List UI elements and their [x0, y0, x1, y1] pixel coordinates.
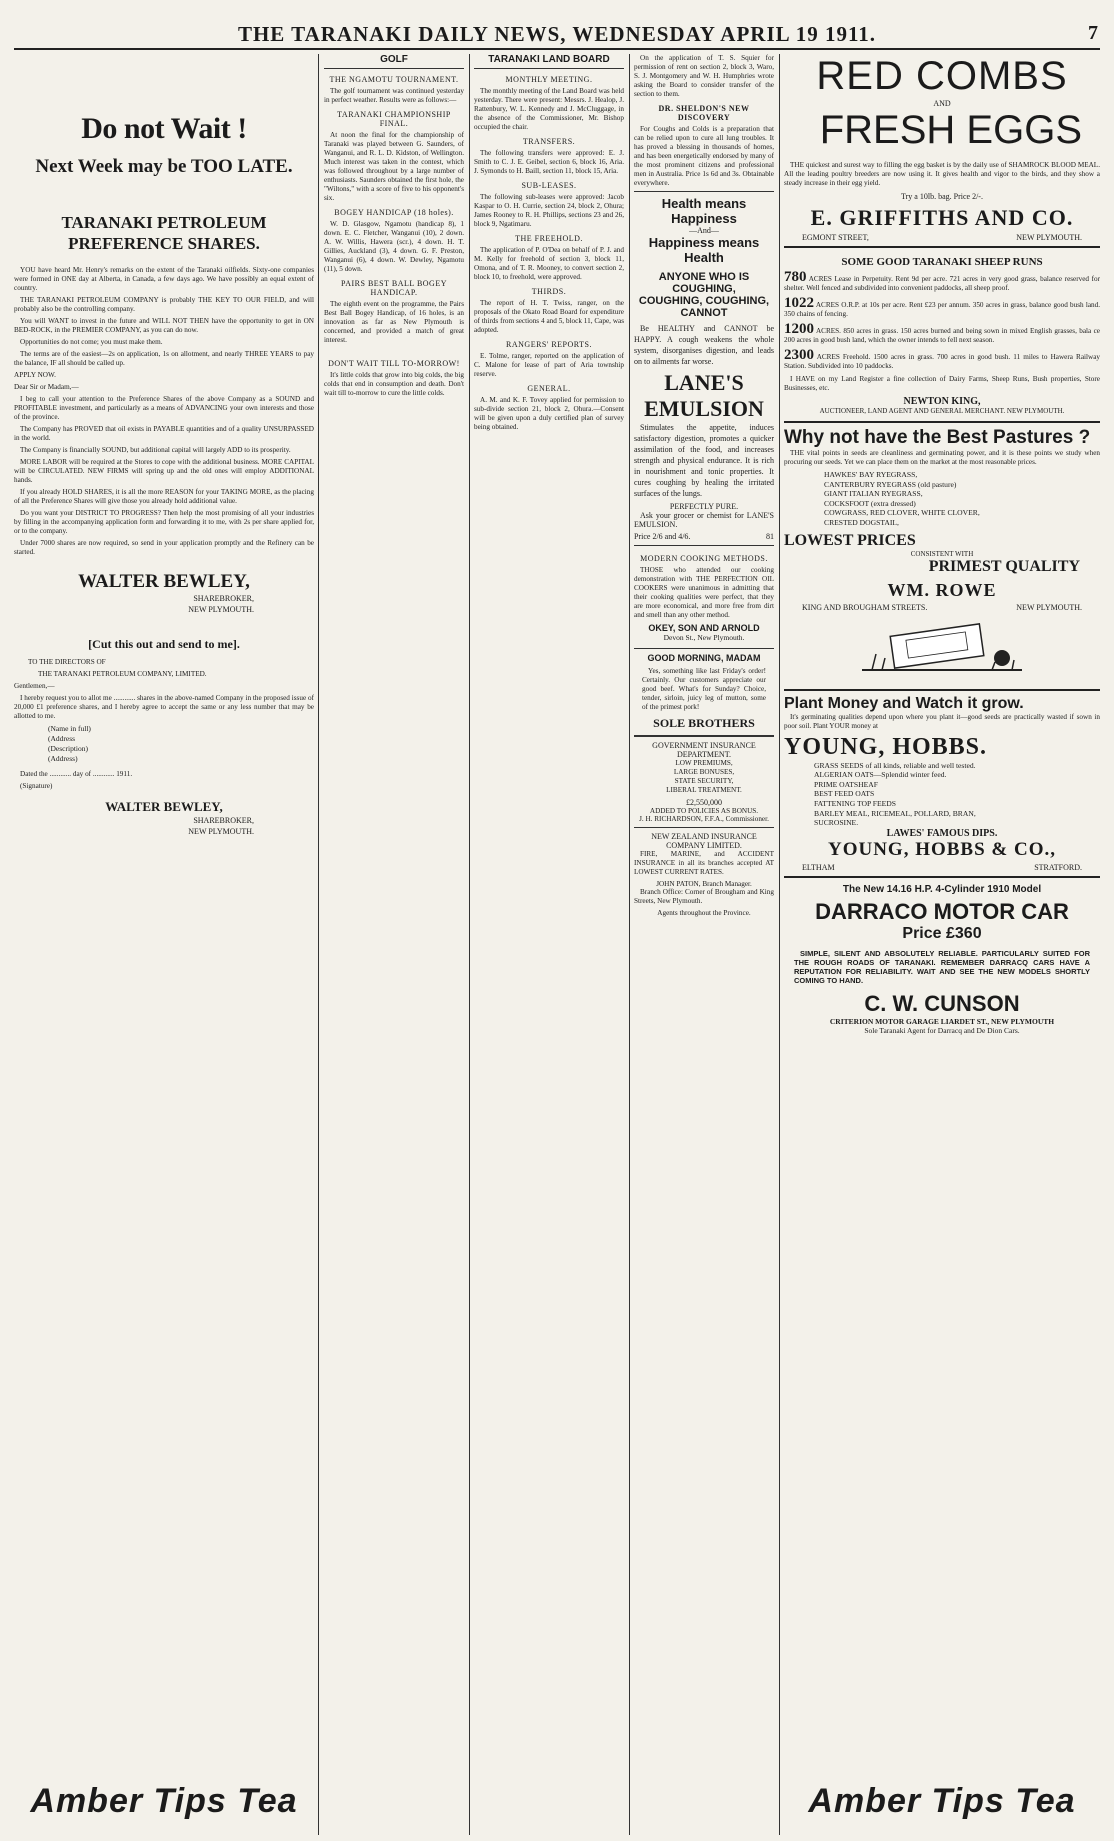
lanes-emulsion-advert	[634, 191, 774, 546]
price-line	[634, 532, 774, 541]
paragraph: THOSE who attended our cooking demonstration with THE PERFECTION OIL COOKERS were unanimous in admitting that their cooking qualities were perfect, that they are more economical, and more free from dirt and smell than any other method.	[634, 566, 774, 619]
paragraph: The Company has PROVED that oil exists in PAYABLE quantities and of a quality UNSURPASSED in the world.	[14, 425, 314, 442]
form-field-address-2: (Address)	[48, 754, 78, 763]
masthead	[14, 22, 1100, 50]
rowe-street: KING AND BROUGHAM STREETS.	[802, 602, 928, 612]
primest-quality: PRIMEST QUALITY	[928, 557, 1080, 575]
nz-insurance-advert	[634, 828, 774, 917]
salutation: Dear Sir or Madam,—	[14, 383, 79, 391]
subheading: DON'T WAIT TILL TO-MORROW!	[328, 359, 460, 368]
gov-sum: £2,550,000	[686, 798, 722, 807]
form-field-address: (Address	[48, 734, 76, 743]
health-line-2: Happiness means Health	[648, 235, 760, 265]
section-heading: TARANAKI LAND BOARD	[474, 54, 624, 69]
young-hobbs-address	[802, 863, 1082, 872]
egg-body: THE quickest and surest way to filling the egg basket is by the daily use of SHAMROCK BLOOD MEAL. All the leading poultry breeders are now using it. It gives health and vigor to the birds, and they show a steady increase in their egg yield.	[784, 161, 1100, 187]
lanes-body: Stimulates the appetite, induces satisfactory digestion, promotes a quicker assimilation of the food, and increases strength and physical endurance. It is rich in nourishment and tonic properties. It cures coughing by healing the irritated surfaces of the lungs.	[634, 423, 774, 498]
paragraph: The terms are of the easiest—2s on application, 1s on allotment, and nearly THREE YEARS to pay the balance, IF all should be called up.	[14, 350, 314, 367]
subheadline: Next Week may be TOO LATE.	[35, 156, 293, 177]
gentlemen: Gentlemen,—	[14, 682, 55, 690]
health-and: —And—	[689, 226, 719, 235]
cough-line-2: COUGHING, COUGHING,	[638, 295, 770, 307]
young-item: PRIME OATSHEAF	[814, 779, 878, 789]
paragraph: I beg to call your attention to the Preference Shares of the above Company as a SOUND and PROFITABLE investment, and particularly as a means of ADVANCING your own interests and those of the province.	[14, 395, 314, 421]
money-seeds-illustration	[784, 618, 1100, 687]
paragraph: MORE LABOR will be required at the Stores to cope with the additional business. MORE CAPITAL will be CIRCULATED. NEW FIRMS will spring up and the old ones will employ ADDITIONAL hands.	[14, 458, 314, 484]
pastures-body: THE vital points in seeds are cleanliness and germinating power, and it is these points we study when procuring our seeds. Yet we can place them on the market at the most reasonable prices.	[784, 449, 1100, 466]
paragraph: At noon the final for the championship of Taranaki was played between G. Saunders, of Wanganui, and R. L. D. Kidston, of Wellington. Much interest was taken in the contest, which was followed throughout by a large number of enthusiasts. Saunders obtained the first hole, the "Wiltons," with a score of five to his opponent's six.	[324, 131, 464, 202]
subheading: TARANAKI CHAMPIONSHIP FINAL.	[337, 110, 451, 128]
young-item: BEST FEED OATS	[814, 789, 875, 799]
run-acres: 1200	[784, 321, 814, 337]
amber-tips-tea-advert-right: Amber Tips Tea	[808, 1782, 1076, 1820]
butcher-firm: SOLE BROTHERS	[653, 716, 755, 730]
paragraph: YOU have heard Mr. Henry's remarks on the extent of the Taranaki oilfields. Sixty-one companies were formed in ONE day at Alberta, in Canada, a few days ago. We have possibly an equal extent of country.	[14, 266, 314, 292]
gov-item: LARGE BONUSES,	[673, 768, 735, 776]
dips-line: LAWES' FAMOUS DIPS.	[886, 827, 998, 839]
seed-item: CRESTED DOGSTAIL,	[824, 517, 899, 527]
pastures-advert	[784, 421, 1100, 612]
seed-item: HAWKES' BAY RYEGRASS,	[824, 470, 918, 479]
paragraph: On the application of T. S. Squier for permission of rent on section 2, block 3, Waro, S. J. Montgomery and W. H. Humphries wrote asking the Board to consider transfer of the section to them.	[634, 54, 774, 98]
paragraph: The eighth event on the programme, the Pairs Best Ball Bogey Handicap, of 16 holes, is an innovation as far as New Plymouth is concerned, and provided a match of great interest.	[324, 300, 464, 344]
young-hobbs-advert	[784, 689, 1100, 872]
government-insurance-advert	[634, 736, 774, 828]
subheading: SUB-LEASES.	[521, 181, 577, 190]
run-item	[784, 271, 1100, 293]
young-item: BARLEY MEAL, RICEMEAL, POLLARD, BRAN,	[814, 808, 976, 818]
paragraph: W. D. Glasgow, Ngamotu (handicap 8), 1 down. E. C. Fletcher, Wanganui (10), 2 down. A. W. Willis, Hawera (scr.), 4 down. H. T. Gillies, Auckland (3), 4 down. G. F. Preston, Wanganui (6), 4 down. W. Dewley, Ngamotu (11), 5 down.	[324, 220, 464, 273]
try-line: Try a 10lb. bag. Price 2/-.	[901, 192, 983, 201]
signature-role-2: SHAREBROKER,	[193, 816, 254, 825]
page-number: 7	[1088, 22, 1098, 44]
amber-tips-tea-advert: Amber Tips Tea	[30, 1782, 298, 1820]
ask-line: Ask your grocer or chemist for LANE'S EMULSION.	[634, 511, 774, 529]
subheading: BOGEY HANDICAP (18 holes).	[334, 208, 454, 217]
cunson-name: C. W. CUNSON	[864, 990, 1020, 1016]
health-line-1: Health means Happiness	[661, 196, 747, 226]
golf-column	[324, 54, 464, 1835]
subheading: THIRDS.	[531, 287, 567, 296]
young-town-1: ELTHAM	[802, 862, 835, 872]
paragraph: The Company is financially SOUND, but additional capital will largely ADD to its prosperity.	[20, 446, 291, 454]
darraco-model: The New 14.16 H.P. 4-Cylinder 1910 Model	[842, 883, 1042, 895]
cut-out-notice: [Cut this out and send to me].	[88, 637, 240, 651]
subheading: TRANSFERS.	[522, 137, 576, 146]
paragraph: Opportunities do not come; you must make them.	[20, 338, 163, 346]
cough-line-1: ANYONE WHO IS COUGHING,	[658, 271, 750, 295]
newton-king-role: AUCTIONEER, LAND AGENT AND GENERAL MERCHANT. NEW PLYMOUTH.	[819, 407, 1065, 415]
paragraph: If you already HOLD SHARES, it is all the more REASON for your TAKING MORE, as the placing of all the Preference Shares will give those you already hold additional value.	[14, 488, 314, 505]
seed-item: COCKSFOOT (extra dressed)	[824, 498, 916, 508]
cough-line-3: CANNOT	[680, 307, 728, 319]
and-word: AND	[933, 99, 951, 108]
petroleum-advert	[14, 54, 314, 1835]
article-heading: THE NGAMOTU TOURNAMENT.	[329, 75, 459, 84]
seed-item: GIANT ITALIAN RYEGRASS,	[824, 489, 923, 499]
subheading: GENERAL.	[527, 384, 571, 393]
signature-name: WALTER BEWLEY,	[78, 571, 250, 592]
column-rule	[469, 54, 470, 1835]
runs-heading: SOME GOOD TARANAKI SHEEP RUNS	[841, 256, 1043, 268]
cunson-address: CRITERION MOTOR GARAGE LIARDET ST., NEW PLYMOUTH	[829, 1016, 1055, 1026]
signature-place: NEW PLYMOUTH.	[188, 605, 254, 614]
nz-agents: Agents throughout the Province.	[657, 909, 751, 917]
paragraph: Do you want your DISTRICT TO PROGRESS? Then help the most promising of all your industries by filling in the accompanying application form and forwarding it to me, with 2s per share applied for, or to the company.	[14, 509, 314, 535]
paragraph: The following sub-leases were approved: Jacob Kaspar to O. H. Currie, section 24, block 2, Ohura; James Rooney to R. H. Phillips, sections 23 and 26, block 9, Ngatimaru.	[474, 193, 624, 228]
gov-title-1: GOVERNMENT INSURANCE	[652, 741, 756, 750]
cunson-agent: Sole Taranaki Agent for Darracq and De Dion Cars.	[864, 1025, 1020, 1035]
nz-title-1: NEW ZEALAND INSURANCE	[651, 832, 757, 841]
lowest-prices: LOWEST PRICES	[784, 531, 916, 549]
young-hobbs-name-2: YOUNG, HOBBS & CO.,	[827, 838, 1057, 860]
pure-line: PERFECTLY PURE.	[669, 502, 739, 511]
run-acres: 2300	[784, 347, 814, 363]
signature-place-2: NEW PLYMOUTH.	[188, 827, 254, 836]
butcher-heading: GOOD MORNING, MADAM	[647, 653, 761, 663]
butcher-body: Yes, something like last Friday's order! Certainly. Our customers appreciate our good beef. What's for Sunday? Choice, tender, sirloin, juicy leg of mutton, some of the primest pork!	[642, 667, 766, 711]
darraco-title: DARRACO MOTOR CAR	[815, 898, 1069, 924]
right-adverts-column	[784, 54, 1100, 1835]
plant-body: It's germinating qualities depend upon where you plant it—good seeds are practically wasted if sown in poor soil. Plant YOUR money at	[784, 712, 1100, 730]
paragraph: THE TARANAKI PETROLEUM COMPANY is probably THE KEY TO OUR FIELD, and will probably also be the controlling company.	[14, 296, 314, 313]
article-heading: MONTHLY MEETING.	[505, 75, 593, 84]
gov-item: LIBERAL TREATMENT.	[666, 786, 742, 794]
land-board-column	[474, 54, 624, 1835]
griffiths-address	[802, 233, 1082, 242]
paragraph: You will WANT to invest in the future and WILL NOT THEN have the opportunity to get in ON BED-ROCK, in the PREMIER COMPANY, as you can do now.	[14, 317, 314, 334]
young-item: SUCROSINE.	[814, 818, 859, 828]
sheep-runs-advert	[784, 246, 1100, 415]
paragraph: The golf tournament was continued yesterday in perfect weather. Results were as follows:—	[324, 87, 464, 104]
to-line: TO THE DIRECTORS OF	[28, 658, 106, 666]
banknote-garden-icon	[852, 618, 1032, 682]
subheading: PAIRS BEST BALL BOGEY HANDICAP.	[341, 279, 447, 297]
form-signature: (Signature)	[20, 782, 53, 790]
griffiths-street: EGMONT STREET,	[802, 233, 869, 242]
darraco-price: Price £360	[902, 924, 982, 942]
run-item	[784, 349, 1100, 371]
rowe-address	[802, 603, 1082, 612]
form-dated: Dated the ............ day of ............ 1911.	[20, 770, 133, 778]
young-item: ALGERIAN OATS—Splendid winter feed.	[814, 770, 947, 780]
section-heading: GOLF	[324, 54, 464, 69]
nz-agent: JOHN PATON, Branch Manager.	[656, 880, 752, 888]
young-hobbs-name: YOUNG, HOBBS.	[784, 733, 988, 760]
gov-added: ADDED TO POLICIES AS BONUS.	[649, 807, 759, 815]
okey-name: OKEY, SON AND ARNOLD	[648, 623, 760, 633]
butcher-advert	[634, 648, 774, 736]
gov-title-2: DEPARTMENT.	[677, 750, 731, 759]
paragraph: The application of P. O'Dea on behalf of P. J. and M. Kelly for freehold of section 3, block 11, Omona, and of T. R. Mooney, to convert section 2, block 10, to freehold, were approved.	[474, 246, 624, 281]
plant-title: Plant Money and Watch it grow.	[784, 694, 1024, 712]
runs-note: I HAVE on my Land Register a fine collection of Dairy Farms, Sheep Runs, Bush properties, Store Businesses, etc.	[784, 375, 1100, 392]
form-field-description: (Description)	[48, 744, 88, 753]
paragraph: Under 7000 shares are now required, so send in your application promptly and the Refinery can be started.	[14, 539, 314, 556]
column-rule	[629, 54, 630, 1835]
young-item: GRASS SEEDS of all kinds, reliable and well tested.	[814, 760, 976, 770]
run-acres: 1022	[784, 295, 814, 311]
signature-name-2: WALTER BEWLEY,	[105, 799, 223, 814]
run-text: ACRES Lease in Perpetuity. Rent 9d per acre. 721 acres in very good grass, balance reserved for shelter. Well fenced and subdivided into convenient paddocks, all sheep proof.	[784, 275, 1100, 292]
subheading: DR. SHELDON'S NEW DISCOVERY	[658, 104, 750, 122]
seed-item: COWGRASS, RED CLOVER, WHITE CLOVER,	[824, 508, 980, 518]
lanes-title-1: LANE'S	[664, 370, 744, 395]
run-item	[784, 323, 1100, 345]
column-rule	[779, 54, 780, 1835]
gov-item: STATE SECURITY,	[674, 777, 734, 785]
red-combs-title: RED COMBS	[816, 54, 1068, 98]
paragraph: A. M. and K. F. Tovey applied for permission to sub-divide section 21, block 2, Ohura.—Consent will be given upon a duly certified plan of survey being obtained.	[474, 396, 624, 431]
griffiths-firm: E. GRIFFITHS AND CO.	[810, 205, 1074, 230]
run-text: ACRES Freehold. 1500 acres in grass. 700 acres in good bush. 11 miles to Hawera Railway Station. Subdivided into 10 paddocks.	[784, 353, 1100, 370]
darraco-advert	[784, 876, 1100, 1035]
darraco-body: SIMPLE, SILENT AND ABSOLUTELY RELIABLE. PARTICULARLY SUITED FOR THE ROUGH ROADS OF TARANAKI. REMEMBER DARRACQ CARS HAVE A REPUTATION FOR RELIABILITY. WAIT AND SEE THE NEW MODELS SHORTLY COMING TO HAND.	[794, 948, 1090, 985]
seed-item: CANTERBURY RYEGRASS (old pasture)	[824, 479, 957, 489]
okey-address: Devon St., New Plymouth.	[663, 633, 745, 642]
masthead-title: THE TARANAKI DAILY NEWS, WEDNESDAY APRIL 19 1911.	[237, 22, 877, 46]
offer-title: TARANAKI PETROLEUM PREFERENCE SHARES.	[61, 213, 267, 253]
griffiths-town: NEW PLYMOUTH.	[1016, 233, 1082, 242]
subheading: THE FREEHOLD.	[515, 234, 583, 243]
rowe-name: WM. ROWE	[887, 579, 997, 600]
paragraph: The monthly meeting of the Land Board was held yesterday. There were present: Messrs. J. Healop, J. Rattenbury, W. L. Kennedy and J. McCluggage, in the absence of the Commissioner, Mr. Bishop occupied the chair.	[474, 87, 624, 131]
young-town-2: STRATFORD.	[1034, 862, 1082, 872]
run-item	[784, 297, 1100, 319]
nz-title-2: COMPANY LIMITED.	[666, 841, 742, 850]
apply-now: APPLY NOW.	[14, 371, 56, 379]
gov-commissioner: J. H. RICHARDSON, F.F.A., Commissioner.	[639, 815, 769, 823]
run-acres: 780	[784, 269, 807, 285]
fresh-eggs-title: FRESH EGGS	[819, 108, 1082, 152]
to-company: THE TARANAKI PETROLEUM COMPANY, LIMITED.	[38, 670, 207, 678]
young-item: FATTENING TOP FEEDS	[814, 798, 896, 808]
column-rule	[318, 54, 319, 1835]
newton-king: NEWTON KING,	[903, 396, 981, 407]
paragraph: It's little colds that grow into big colds, the big colds that end in consumption and death. Don't wait till to-morrow to cure the little colds.	[324, 371, 464, 397]
subheading: RANGERS' REPORTS.	[506, 340, 592, 349]
form-field-name: (Name in full)	[48, 724, 91, 733]
nz-body: FIRE, MARINE, and ACCIDENT INSURANCE in all its branches accepted AT LOWEST CURRENT RATES.	[634, 850, 774, 876]
gov-item: LOW PREMIUMS,	[675, 759, 733, 767]
price: Price 2/6 and 4/6.	[634, 532, 691, 541]
run-text: ACRES O.R.P. at 10s per acre. Rent £23 per annum. 350 acres in grass, balance good bush land. 350 chains of fencing.	[784, 301, 1100, 318]
headline: Do not Wait !	[81, 112, 247, 145]
paragraph: The report of H. T. Twiss, ranger, on the proposals of the Okato Road Board for expenditure of thirds from sections 4 and 5, block 11, Cape, was adopted.	[474, 299, 624, 334]
cough-body: Be HEALTHY and CANNOT be HAPPY. A cough weakens the whole system, disorganises digestion, and leads on to ailments far worse.	[634, 324, 774, 366]
pastures-title: Why not have the Best Pastures ?	[784, 427, 1091, 448]
run-text: ACRES. 850 acres in grass. 150 acres burned and being sown in mixed English grasses, bala ce 200 acres in good bush land, which the owner intends to fell next season.	[784, 327, 1100, 344]
lanes-title-2: EMULSION	[644, 396, 764, 421]
consistent-with: CONSISTENT WITH	[910, 549, 974, 558]
rowe-town: NEW PLYMOUTH.	[1016, 602, 1082, 612]
nz-office: Branch Office: Corner of Brougham and King Streets, New Plymouth.	[634, 888, 774, 905]
price-code: 81	[766, 532, 774, 541]
paragraph: The following transfers were approved: E. J. Smith to C. J. E. Geibel, section 6, block 16, Aria. J. Symonds to H. Baill, section 11, block 15, Aria.	[474, 149, 624, 175]
paragraph: For Coughs and Colds is a preparation that can be relied upon to cure all lung troubles. It has proved a blessing in thousands of homes, and has been energetically endorsed by many of the most prominent citizens and professional men in Australia. Price 1s 6d and 3s. Obtainable everywhere.	[634, 125, 774, 187]
advert-body	[14, 266, 314, 557]
signature-role: SHAREBROKER,	[193, 594, 254, 603]
subheading: MODERN COOKING METHODS.	[640, 554, 768, 563]
form-text: I hereby request you to allot me ............ shares in the above-named Company in the proposed issue of 20,000 £1 preference shares, and I hereby agree to accept the same or any less number that may be allotted to me.	[14, 694, 314, 720]
mixed-adverts-column	[634, 54, 774, 1835]
paragraph: E. Tolme, ranger, reported on the application of C. Malone for lease of part of Aria township reserve.	[474, 352, 624, 378]
